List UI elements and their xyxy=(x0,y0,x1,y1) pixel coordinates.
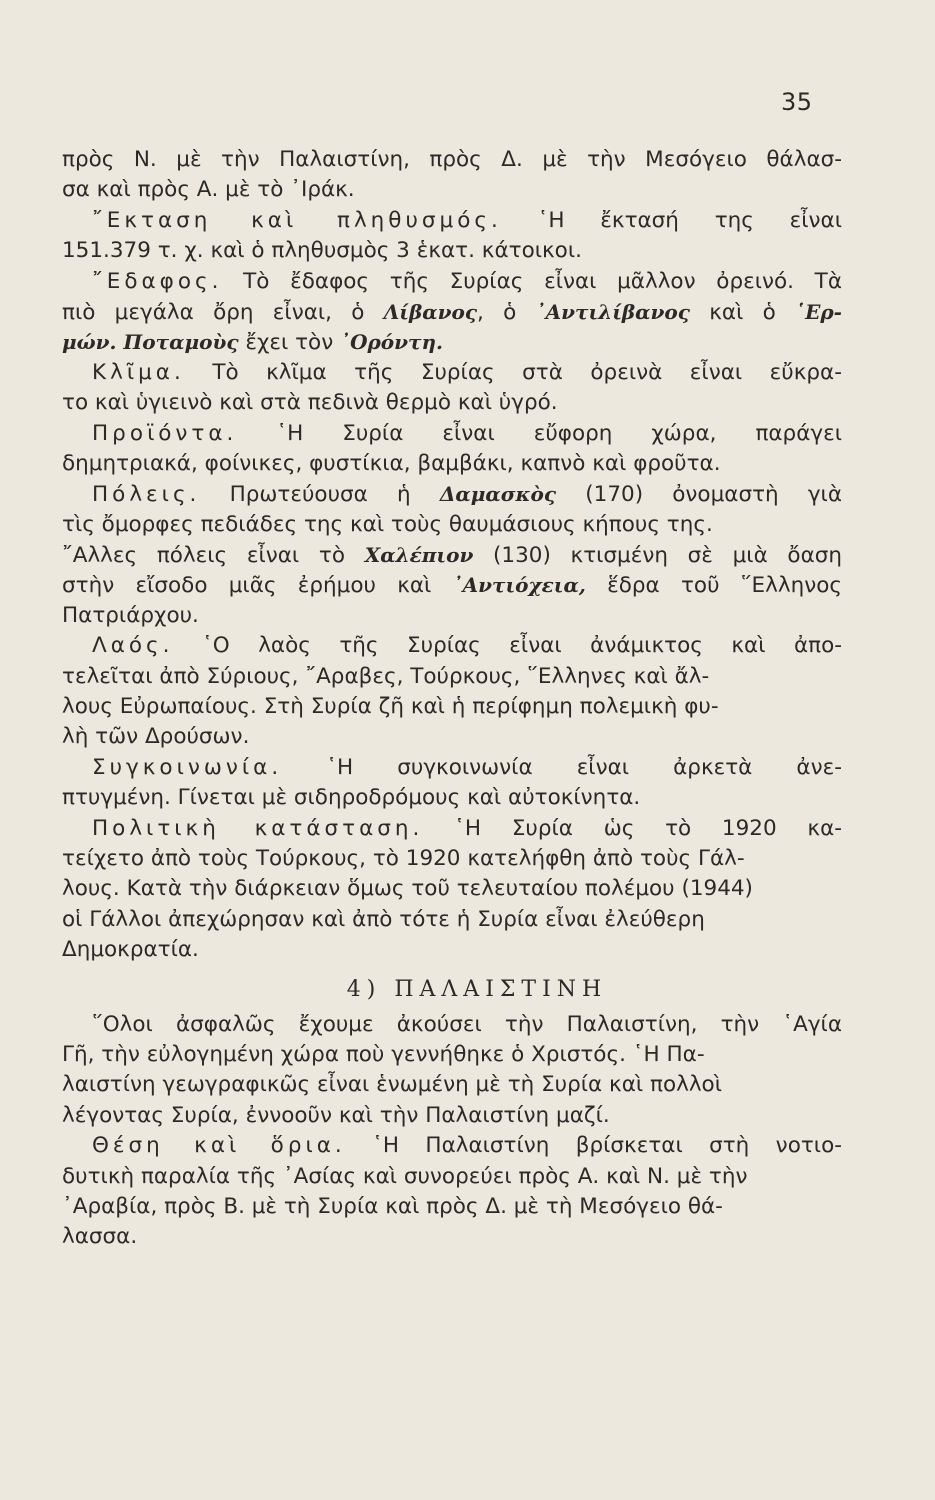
text-line: πτυγμένη. Γίνεται μὲ σιδηροδρόμους καὶ αὐτοκίνητα. xyxy=(62,785,641,811)
text-line: δυτικὴ παραλία τῆς ᾽Ασίας καὶ συνορεύει πρὸς Α. καὶ Ν. μὲ τὴν xyxy=(62,1163,748,1189)
text-line: τελεῖται ἀπὸ Σύριους, ῎Αραβες, Τούρκους, ῞Ελληνες καὶ ἄλ- xyxy=(62,663,710,689)
text-line xyxy=(62,267,842,297)
text-run: καὶ ὁ xyxy=(709,299,776,325)
text-line: λους. Κατὰ τὴν διάρκειαν ὅμως τοῦ τελευταίου πολέμου (1944) xyxy=(62,876,753,902)
text-line: τείχετο ἀπὸ τοὺς Τούρκους, τὸ 1920 κατελήφθη ἀπὸ τοὺς Γάλ- xyxy=(62,845,745,871)
section-label: Κλῖμα. xyxy=(92,359,185,385)
body-text xyxy=(62,145,842,1253)
text-run: ῾Η συγκοινωνία εἶναι ἀρκετὰ ἀνε- xyxy=(326,754,842,780)
text-line xyxy=(62,540,842,570)
text-line: λασσα. xyxy=(62,1224,138,1250)
text-line: οἱ Γάλλοι ἀπεχώρησαν καὶ ἀπὸ τότε ἡ Συρία εἶναι ἐλεύθερη xyxy=(62,906,705,932)
text-line xyxy=(62,327,842,357)
text-line: Δημοκρατία. xyxy=(62,937,199,963)
text-line: λαιστίνη γεωγραφικῶς εἶναι ἑνωμένη μὲ τὴ Συρία καὶ πολλοὶ xyxy=(62,1072,722,1098)
italic-term: ᾽Αντιόχεια, xyxy=(452,573,586,598)
italic-term: Λίβανος xyxy=(383,299,478,324)
text-line: ῞Ολοι ἀσφαλῶς ἔχουμε ἀκούσει τὴν Παλαιστίνη, τὴν ῾Αγία xyxy=(92,1011,842,1037)
text-run: (130) κτισμένη σὲ μιὰ ὄαση xyxy=(493,543,843,569)
text-line: πρὸς Ν. μὲ τὴν Παλαιστίνη, πρὸς Δ. μὲ τὴν Μεσόγειο θάλασ- xyxy=(62,147,842,172)
text-line xyxy=(62,419,842,449)
section-heading: 4) ΠΑΛΑΙΣΤΙΝΗ xyxy=(346,976,608,1002)
page-number: 35 xyxy=(781,88,813,116)
text-run: Πρωτεύουσα ἡ xyxy=(229,482,411,508)
text-run: ἔχει τὸν xyxy=(245,330,334,356)
text-line xyxy=(62,479,842,509)
italic-term: ῾Ερ- xyxy=(795,299,842,324)
text-line xyxy=(62,206,842,236)
text-line: δημητριακά, φοίνικες, φυστίκια, βαμβάκι, καπνὸ καὶ φροῦτα. xyxy=(62,450,721,476)
section-label: Προϊόντα. xyxy=(92,420,238,446)
text-run: στὴν εἴσοδο μιᾶς ἐρήμου καὶ xyxy=(62,573,432,599)
italic-term: ᾽Αντιλίβανος xyxy=(535,299,690,324)
text-line: Γῆ, τὴν εὐλογημένη χώρα ποὺ γεννήθηκε ὁ Χριστός. ῾Η Πα- xyxy=(62,1041,705,1067)
section-label: ῎Εδαφος. xyxy=(92,268,223,294)
text-run: πιὸ μεγάλα ὄρη εἶναι, ὁ xyxy=(62,299,365,325)
section-label: ῎Εκταση καὶ πληθυσμός. xyxy=(92,207,502,233)
text-line xyxy=(62,570,842,600)
text-line: τὶς ὄμορφες πεδιάδες της καὶ τοὺς θαυμάσιους κήπους της. xyxy=(62,511,713,537)
section-label: Λαός. xyxy=(92,633,174,659)
text-line xyxy=(62,753,842,783)
text-run: Τὸ κλῖμα τῆς Συρίας στὰ ὀρεινὰ εἶναι εὔκρα- xyxy=(212,359,842,385)
text-line xyxy=(62,1131,842,1161)
text-run: (170) ὀνομαστὴ γιὰ xyxy=(585,482,842,508)
text-run: ῾Ο λαὸς τῆς Συρίας εἶναι ἀνάμικτος καὶ ἀπο- xyxy=(202,633,842,659)
text-line: λὴ τῶν Δρούσων. xyxy=(62,724,250,750)
text-run: , ὁ xyxy=(477,299,517,325)
text-run: Τὸ ἔδαφος τῆς Συρίας εἶναι μᾶλλον ὀρεινό. Τὰ xyxy=(243,268,842,294)
section-label: Πόλεις. xyxy=(92,482,201,508)
text-line xyxy=(62,631,842,661)
italic-term: Ποταμοὺς xyxy=(123,330,239,355)
italic-term: Δαμασκὸς xyxy=(439,482,557,507)
text-run: ἕδρα τοῦ ῞Ελληνος xyxy=(607,573,842,599)
text-run: ῎Αλλες πόλεις εἶναι τὸ xyxy=(62,543,345,569)
text-line xyxy=(62,297,842,327)
text-run: ῾Η Συρία ὡς τὸ 1920 κα- xyxy=(454,815,843,841)
text-line: Πατριάρχου. xyxy=(62,602,199,628)
italic-term: ᾽Ορόντη. xyxy=(340,330,443,355)
text-line: λέγοντας Συρία, ἐννοοῦν καὶ τὴν Παλαιστίνη μαζί. xyxy=(62,1102,610,1128)
text-line: 151.379 τ. χ. καὶ ὁ πληθυσμὸς 3 ἑκατ. κάτοικοι. xyxy=(62,238,582,264)
text-line: ᾽Αραβία, πρὸς Β. μὲ τὴ Συρία καὶ πρὸς Δ. μὲ τὴ Μεσόγειο θά- xyxy=(62,1193,723,1219)
text-line: το καὶ ὑγιεινὸ καὶ στὰ πεδινὰ θερμὸ καὶ ὑγρό. xyxy=(62,390,558,416)
text-line xyxy=(62,358,842,388)
text-line: λους Εὐρωπαίους. Στὴ Συρία ζῆ καὶ ἡ περίφημη πολεμικὴ φυ- xyxy=(62,694,719,720)
section-label: Θέση καὶ ὅρια. xyxy=(92,1133,346,1159)
text-run: ῾Η Συρία εἶναι εὔφορη χώρα, παράγει xyxy=(276,420,842,446)
text-run: ῾Η Παλαιστίνη βρίσκεται στὴ νοτιο- xyxy=(372,1133,842,1159)
italic-term: μών. xyxy=(62,330,117,355)
text-line xyxy=(62,814,842,844)
section-label: Συγκοινωνία. xyxy=(92,754,283,780)
text-run: ῾Η ἔκτασή της εἶναι xyxy=(537,207,842,233)
section-label: Πολιτικὴ κατάσταση. xyxy=(92,815,424,841)
text-line: σα καὶ πρὸς Α. μὲ τὸ ᾽Ιράκ. xyxy=(62,177,355,203)
italic-term: Χαλέπιον xyxy=(364,543,474,568)
